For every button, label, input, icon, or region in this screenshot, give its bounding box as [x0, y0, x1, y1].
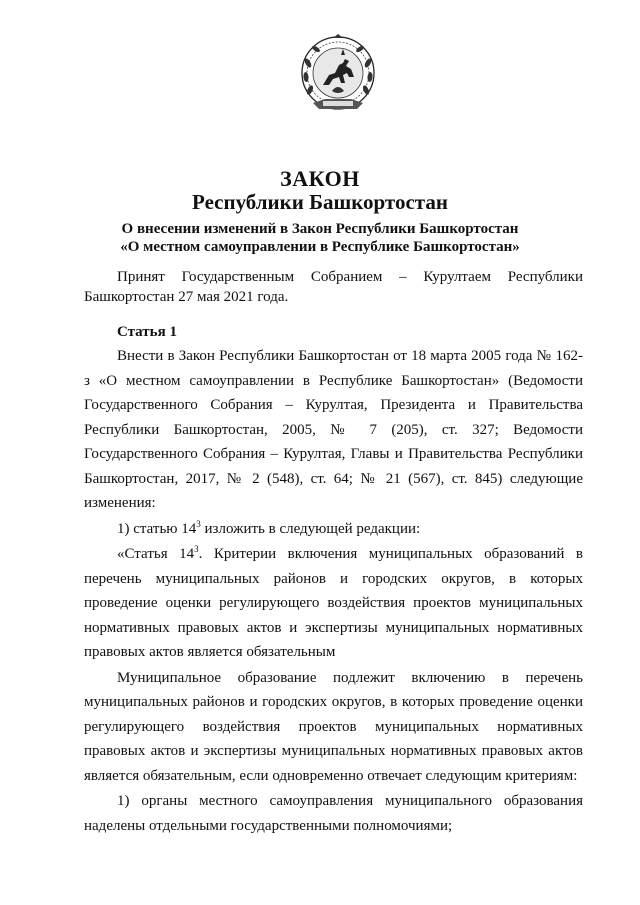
superscript: 3 [194, 544, 199, 554]
paragraph-1: Внести в Закон Республики Башкортостан от 18 марта 2005 года № 162-з «О местном самоуправлении в Республике Башкортостан» (Ведомости Государственного Собрания – Курултая, Президента и Правительства Республики Башкортостан, 2005, № 7 (205), ст. 327; Ведомости Государственного Собрания – Курултая, Главы и Правительства Республики Башкортостан, 2017, № 2 (548), ст. 64; № 21 (567), ст. 845) следующие изменения: [84, 348, 583, 511]
document-title: ЗАКОН [280, 166, 360, 191]
paragraph-2-end: изложить в следующей редакции: [200, 520, 421, 537]
coat-of-arms-icon [299, 33, 377, 121]
document-subject [0, 220, 640, 256]
adoption-text: Принят Государственным Собранием – Курултаем Республики Башкортостан 27 мая 2021 года. [84, 269, 583, 305]
adoption-note [84, 267, 583, 307]
paragraph-2 [84, 517, 583, 542]
paragraph-3-start: «Статья 14 [117, 546, 195, 562]
paragraph-3 [84, 542, 583, 665]
paragraph-4: Муниципальное образование подлежит включению в перечень муниципальных районов и городских округов, в которых проведение оценки регулирующего воздействия проектов муниципальных нормативных правовых актов и экспертизы муниципальных нормативных правовых актов является обязательным, если одновременно отвечает следующим критериям: [84, 669, 583, 784]
article-body [84, 344, 583, 838]
paragraph-3-end: . Критерии включения муниципальных образований в перечень муниципальных районов и городских округов, в которых проведение оценки регулирующего воздействия проектов муниципальных нормативных правовых актов и экспертизы муниципальных нормативных правовых актов является обязательным [84, 546, 583, 660]
article-heading: Статья 1 [117, 324, 177, 340]
paragraph-2-start: 1) статью 14 [117, 520, 197, 537]
subject-line-2: «О местном самоуправлении в Республике Башкортостан» [120, 239, 520, 255]
paragraph-5: 1) органы местного самоуправления муниципального образования наделены отдельными государственными полномочиями; [84, 793, 583, 834]
document-subtitle: Республики Башкортостан [192, 190, 448, 214]
subject-line-1: О внесении изменений в Закон Республики Башкортостан [121, 221, 519, 237]
superscript: 3 [196, 518, 201, 529]
